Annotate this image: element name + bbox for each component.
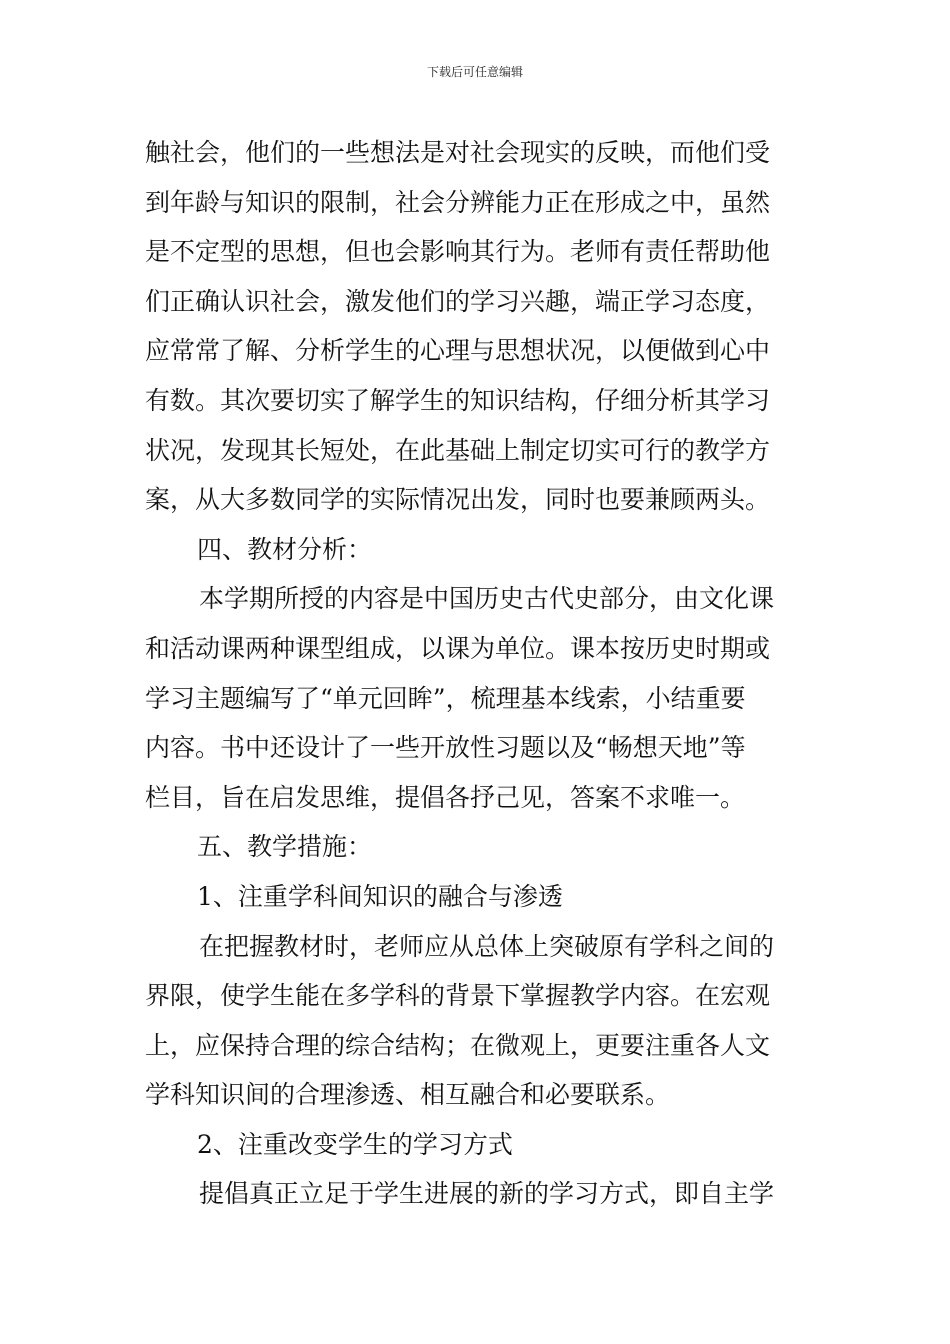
text-line: 们正确认识社会，激发他们的学习兴趣，端正学习态度，	[145, 286, 771, 316]
text-line: 界限，使学生能在多学科的背景下掌握教学内容。在宏观	[145, 981, 771, 1011]
text-line: 到年龄与知识的限制，社会分辨能力正在形成之中，虽然	[145, 187, 771, 217]
text-line: 有数。其次要切实了解学生的知识结构，仔细分析其学习	[145, 385, 771, 415]
subsection-heading: 1、注重学科间知识的融合与渗透	[197, 881, 563, 911]
text-line: 在把握教材时，老师应从总体上突破原有学科之间的	[199, 931, 775, 961]
text-line: 应常常了解、分析学生的心理与思想状况，以便做到心中	[145, 336, 771, 366]
text-line: 上，应保持合理的综合结构；在微观上，更要注重各人文	[145, 1030, 771, 1060]
text-line: 是不定型的思想，但也会影响其行为。老师有责任帮助他	[145, 237, 771, 267]
subsection-heading: 2、注重改变学生的学习方式	[197, 1129, 513, 1159]
document-body	[145, 128, 813, 1219]
text-line: 状况，发现其长短处，在此基础上制定切实可行的教学方	[145, 435, 771, 465]
text-line: 学科知识间的合理渗透、相互融合和必要联系。	[145, 1080, 671, 1110]
text-line: 触社会，他们的一些想法是对社会现实的反映，而他们受	[145, 138, 771, 167]
text-line: 提倡真正立足于学生进展的新的学习方式，即自主学	[199, 1179, 775, 1209]
text-line: 本学期所授的内容是中国历史古代史部分，由文化课	[199, 584, 775, 614]
text-line: 学习主题编写了“单元回眸”，梳理基本线索，小结重要	[145, 683, 746, 713]
section-heading: 五、教学措施：	[197, 832, 373, 862]
text-line: 和活动课两种课型组成，以课为单位。课本按历史时期或	[145, 633, 771, 663]
text-line: 栏目，旨在启发思维，提倡各抒己见，答案不求唯一。	[145, 782, 746, 812]
page-header: 下载后可任意编辑	[426, 65, 523, 79]
text-line: 内容。书中还设计了一些开放性习题以及“畅想天地”等	[145, 733, 746, 763]
text-line: 案，从大多数同学的实际情况出发，同时也要兼顾两头。	[145, 485, 771, 515]
section-heading: 四、教材分析：	[197, 534, 373, 564]
